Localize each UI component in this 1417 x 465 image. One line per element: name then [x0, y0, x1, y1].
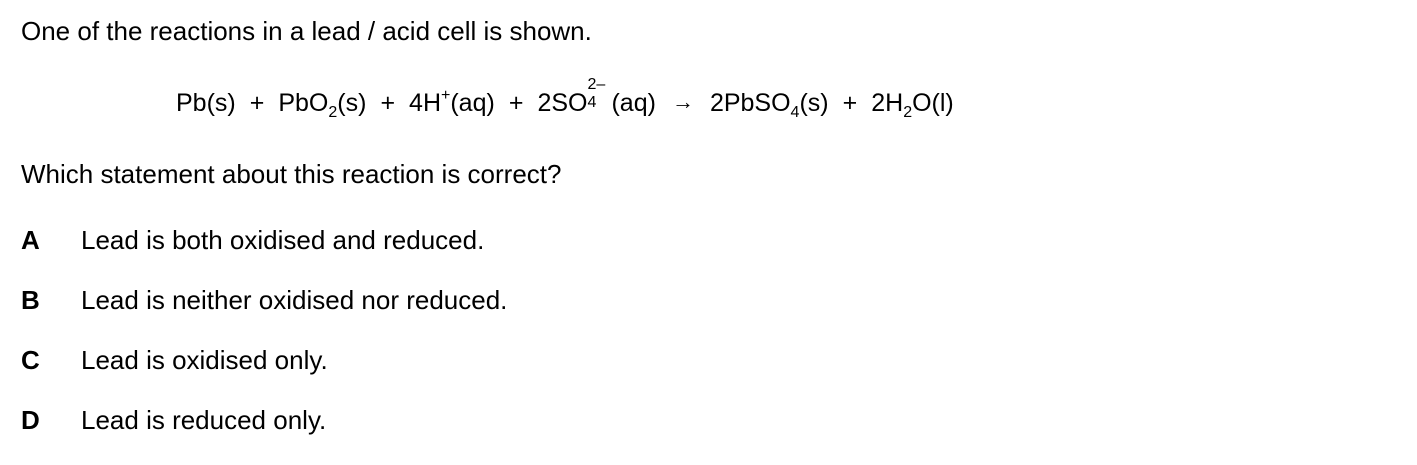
option-letter: B — [21, 285, 40, 315]
question-stem: Which statement about this reaction is correct? — [21, 159, 562, 189]
reaction-arrow: → — [671, 89, 694, 114]
chemical-equation — [176, 76, 954, 121]
option-a[interactable] — [21, 225, 484, 255]
option-text: Lead is reduced only. — [81, 405, 327, 435]
term-lead: Pb(s) — [176, 89, 236, 117]
term-water: $2H_2O(l)$ — [871, 89, 954, 121]
option-c[interactable] — [21, 345, 328, 375]
option-letter: A — [21, 225, 40, 255]
option-text: Lead is neither oxidised nor reduced. — [81, 285, 508, 315]
plus-sign: + — [380, 89, 396, 117]
term-lead-dioxide: PbO$_2$(s) — [278, 89, 367, 121]
option-d[interactable] — [21, 405, 326, 435]
term-sulfate-ion: 2SO 2– 4 (aq) — [537, 76, 656, 117]
plus-sign: + — [842, 89, 858, 117]
option-text: Lead is oxidised only. — [81, 345, 328, 375]
option-letter: D — [21, 405, 40, 435]
plus-sign: + — [508, 89, 524, 117]
option-text: Lead is both oxidised and reduced. — [81, 225, 485, 255]
option-letter: C — [21, 345, 40, 375]
term-hydrogen-ion: 4H+(aq) — [409, 87, 495, 117]
plus-sign: + — [249, 89, 265, 117]
question-intro: One of the reactions in a lead / acid cell is shown. — [21, 16, 592, 46]
term-lead-sulfate: 2PbSO$_4$(s) — [709, 89, 829, 121]
option-b[interactable] — [21, 285, 507, 315]
